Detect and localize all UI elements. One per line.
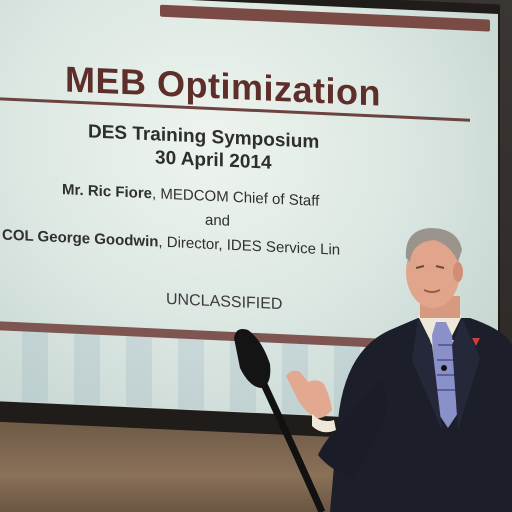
mic-gooseneck <box>262 380 322 512</box>
slide-title: MEB Optimization <box>65 58 381 114</box>
event-date: 30 April 2014 <box>155 147 272 174</box>
conjunction: and <box>205 211 231 230</box>
presenter-2-role: , Director, IDES Service Lin <box>158 233 341 259</box>
presenter-1-name: Mr. Ric Fiore <box>62 181 153 203</box>
event-name: DES Training Symposium <box>88 121 320 153</box>
classification-label: UNCLASSIFIED <box>166 290 283 314</box>
microphone-icon <box>234 329 270 388</box>
presenter-1-role: , MEDCOM Chief of Staff <box>152 185 320 210</box>
presenter-2-name: COL George Goodwin <box>2 226 159 251</box>
